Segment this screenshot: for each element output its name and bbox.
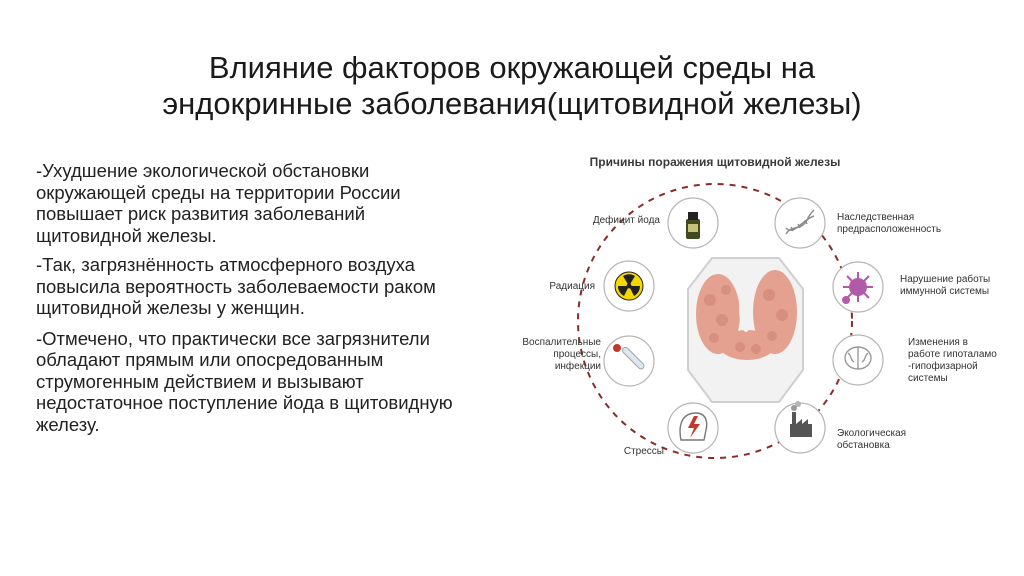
label-line: Изменения в: [908, 337, 968, 348]
factor-hypothalamic-pituitary: [833, 335, 997, 385]
label-immune-system: [900, 273, 990, 297]
diagram-title: Причины поражения щитовидной железы: [589, 155, 841, 169]
label-radiation: [549, 281, 595, 292]
label-line: обстановка: [837, 440, 890, 451]
bullet-item-1: -Ухудшение экологической обстановки окружающей среды на территории России повышает риск развития заболеваний щитовидной железы.: [36, 160, 401, 246]
title-line-2: эндокринные заболевания(щитовидной железы): [162, 86, 862, 121]
label-heredity: [837, 212, 941, 235]
label-ecology: [837, 428, 906, 451]
thyroid-causes-diagram: [490, 140, 1024, 476]
label-line: системы: [908, 373, 948, 384]
title-line-1: Влияние факторов окружающей среды на: [208, 50, 816, 85]
label-line: Радиация: [549, 281, 595, 292]
factor-heredity: [775, 198, 941, 248]
bullet-item-2: -Так, загрязнённость атмосферного воздуха повысила вероятность заболеваемости раком щитовидной железы у женщин.: [36, 254, 436, 318]
label-line: процессы,: [553, 349, 601, 360]
label-stress: [624, 446, 664, 457]
radiation-icon: [615, 272, 643, 300]
bullet-list: [36, 160, 506, 470]
factor-iodine-deficiency: [593, 198, 718, 248]
label-line: предрасположенность: [837, 224, 942, 235]
label-line: иммунной системы: [900, 286, 990, 297]
label-line: Воспалительные: [522, 337, 601, 348]
factor-ecology: [775, 401, 906, 453]
label-line: -гипофизарной: [908, 361, 978, 372]
factor-immune-system: [833, 262, 990, 312]
label-inflammation: [522, 337, 601, 372]
label-line: инфекции: [554, 361, 601, 372]
label-hypothalamic-pituitary: [908, 337, 997, 384]
factor-radiation: [549, 261, 654, 311]
iodine-bottle-icon: [686, 212, 700, 239]
slide-title: [60, 50, 964, 122]
label-line: Дефицит йода: [592, 215, 660, 226]
label-line: Экологическая: [837, 428, 907, 439]
bullet-item-3: -Отмечено, что практически все загрязнители обладают прямым или опосредованным струмогенным действием и вызывают недостаточное поступление йода в щитовидную железу.: [36, 327, 453, 435]
label-line: Наследственная: [837, 212, 915, 223]
factor-inflammation: [522, 336, 654, 386]
factor-stress: [624, 403, 718, 457]
label-line: работе гипоталамо: [908, 349, 997, 360]
label-iodine-deficiency: [593, 214, 661, 226]
label-line: Нарушение работы: [900, 274, 991, 285]
label-line: Стрессы: [623, 446, 664, 457]
